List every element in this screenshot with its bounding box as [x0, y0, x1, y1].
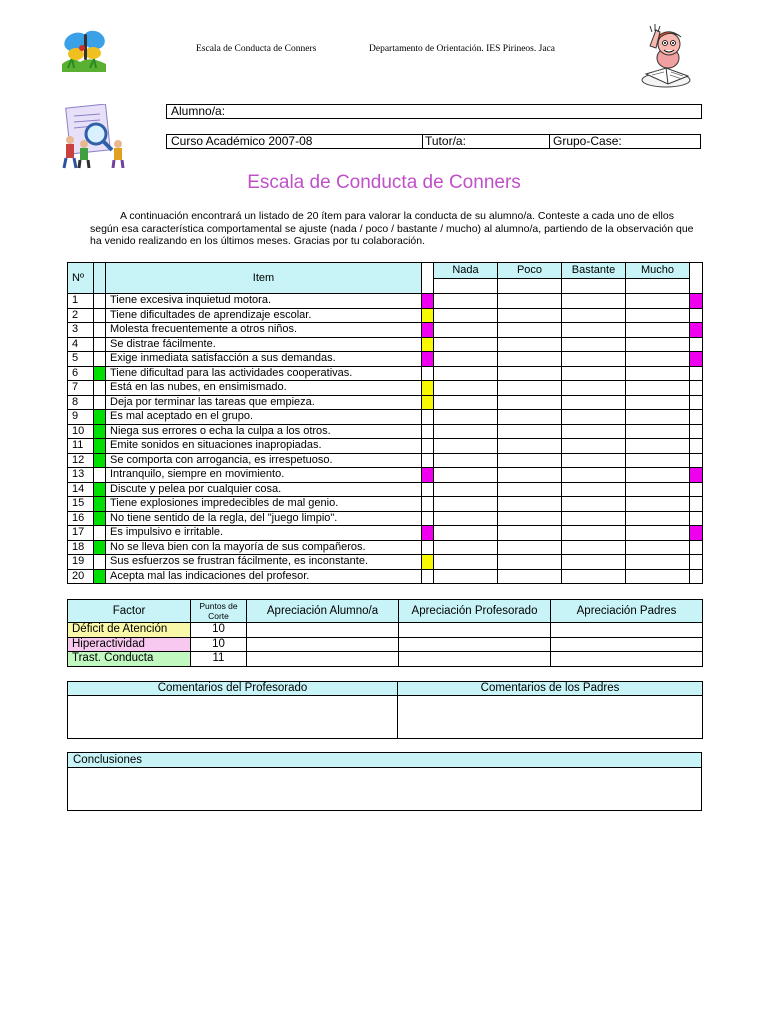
item-row: [68, 395, 703, 410]
middle-factor-marker: [422, 337, 434, 352]
answer-poco-cell[interactable]: [498, 453, 562, 468]
item-row: [68, 439, 703, 454]
middle-factor-marker: [422, 453, 434, 468]
left-factor-marker: [94, 424, 106, 439]
butterfly-icon: [60, 28, 110, 72]
left-factor-marker: [94, 294, 106, 309]
answer-mucho-cell[interactable]: [626, 540, 690, 555]
item-row: [68, 555, 703, 570]
item-row: [68, 352, 703, 367]
left-factor-marker: [94, 497, 106, 512]
answer-nada-cell[interactable]: [434, 497, 498, 512]
left-factor-marker: [94, 395, 106, 410]
item-text: Tiene dificultades de aprendizaje escolar.: [106, 308, 422, 323]
answer-bastante-cell[interactable]: [562, 555, 626, 570]
answer-nada-cell[interactable]: [434, 468, 498, 483]
left-factor-marker: [94, 352, 106, 367]
right-factor-marker: [690, 555, 703, 570]
col-num-header: Nº: [68, 263, 94, 294]
answer-mucho-cell[interactable]: [626, 511, 690, 526]
answer-nada-cell[interactable]: [434, 294, 498, 309]
item-text: Se comporta con arrogancia, es irrespetuoso.: [106, 453, 422, 468]
answer-poco-cell[interactable]: [498, 424, 562, 439]
item-text: Tiene dificultad para las actividades cooperativas.: [106, 366, 422, 381]
middle-factor-marker: [422, 352, 434, 367]
answer-bastante-cell[interactable]: [562, 497, 626, 512]
comments-padres-header: Comentarios de los Padres: [398, 682, 703, 696]
right-factor-marker: [690, 352, 703, 367]
item-text: Acepta mal las indicaciones del profesor.: [106, 569, 422, 584]
tutor-label: Tutor/a:: [425, 134, 466, 148]
tutor-field[interactable]: [421, 134, 550, 149]
right-factor-marker: [690, 308, 703, 323]
item-number: 7: [68, 381, 94, 396]
answer-bastante-cell[interactable]: [562, 381, 626, 396]
apreciacion-alumno-cell[interactable]: [247, 637, 399, 652]
item-text: Molesta frecuentemente a otros niños.: [106, 323, 422, 338]
right-factor-marker: [690, 337, 703, 352]
item-number: 3: [68, 323, 94, 338]
answer-bastante-cell[interactable]: [562, 482, 626, 497]
answer-mucho-cell[interactable]: [626, 308, 690, 323]
right-factor-marker: [690, 569, 703, 584]
item-text: Emite sonidos en situaciones inapropiadas.: [106, 439, 422, 454]
answer-poco-cell[interactable]: [498, 323, 562, 338]
right-factor-marker: [690, 526, 703, 541]
answer-mucho-cell[interactable]: [626, 526, 690, 541]
answer-bastante-cell[interactable]: [562, 366, 626, 381]
answer-mucho-cell[interactable]: [626, 337, 690, 352]
item-number: 18: [68, 540, 94, 555]
left-factor-marker: [94, 323, 106, 338]
col-item-header: Item: [106, 263, 422, 294]
middle-factor-marker: [422, 555, 434, 570]
answer-nada-cell[interactable]: [434, 366, 498, 381]
item-text: No tiene sentido de la regla, del "juego limpio".: [106, 511, 422, 526]
item-number: 10: [68, 424, 94, 439]
middle-factor-marker: [422, 569, 434, 584]
answer-nada-cell[interactable]: [434, 439, 498, 454]
answer-poco-cell[interactable]: [498, 526, 562, 541]
factor-name: Hiperactividad: [68, 637, 191, 652]
item-row: [68, 526, 703, 541]
answer-poco-cell[interactable]: [498, 569, 562, 584]
apreciacion-alumno-cell[interactable]: [247, 652, 399, 667]
answer-nada-cell[interactable]: [434, 395, 498, 410]
grupo-field[interactable]: [549, 134, 701, 149]
answer-mucho-cell[interactable]: [626, 366, 690, 381]
item-text: Es impulsivo e irritable.: [106, 526, 422, 541]
answer-poco-cell[interactable]: [498, 337, 562, 352]
item-number: 15: [68, 497, 94, 512]
answer-poco-cell[interactable]: [498, 308, 562, 323]
answer-nada-cell[interactable]: [434, 424, 498, 439]
answer-mucho-cell[interactable]: [626, 410, 690, 425]
right-factor-marker: [690, 395, 703, 410]
answer-mucho-cell[interactable]: [626, 482, 690, 497]
left-factor-marker: [94, 337, 106, 352]
right-factor-marker: [690, 294, 703, 309]
answer-mucho-cell[interactable]: [626, 395, 690, 410]
answer-mucho-cell[interactable]: [626, 555, 690, 570]
left-factor-marker: [94, 439, 106, 454]
factor-points: 11: [191, 652, 247, 667]
item-number: 14: [68, 482, 94, 497]
item-row: [68, 468, 703, 483]
item-number: 6: [68, 366, 94, 381]
middle-factor-marker: [422, 526, 434, 541]
items-table: [67, 262, 703, 584]
answer-bastante-cell[interactable]: [562, 526, 626, 541]
col-poco-header: Poco: [498, 263, 562, 279]
answer-poco-cell[interactable]: [498, 381, 562, 396]
item-text: Es mal aceptado en el grupo.: [106, 410, 422, 425]
left-factor-marker: [94, 468, 106, 483]
item-number: 11: [68, 439, 94, 454]
alumno-label: Alumno/a:: [171, 104, 226, 118]
item-text: No se lleva bien con la mayoría de sus compañeros.: [106, 540, 422, 555]
item-number: 9: [68, 410, 94, 425]
answer-bastante-cell[interactable]: [562, 410, 626, 425]
item-number: 20: [68, 569, 94, 584]
answer-bastante-cell[interactable]: [562, 453, 626, 468]
answer-bastante-cell[interactable]: [562, 439, 626, 454]
item-number: 12: [68, 453, 94, 468]
middle-factor-marker: [422, 424, 434, 439]
right-factor-marker: [690, 366, 703, 381]
col-points-header: Puntos de Corte: [191, 600, 247, 623]
left-factor-marker: [94, 569, 106, 584]
factor-name: Déficit de Atención: [68, 623, 191, 638]
middle-factor-marker: [422, 540, 434, 555]
left-factor-marker: [94, 453, 106, 468]
item-text: Niega sus errores o echa la culpa a los otros.: [106, 424, 422, 439]
answer-poco-cell[interactable]: [498, 511, 562, 526]
item-number: 1: [68, 294, 94, 309]
middle-factor-marker: [422, 323, 434, 338]
cartoon-reader-icon: [638, 24, 696, 90]
answer-poco-cell[interactable]: [498, 410, 562, 425]
middle-factor-marker: [422, 395, 434, 410]
apreciacion-alumno-cell[interactable]: [247, 623, 399, 638]
col-bastante-header: Bastante: [562, 263, 626, 279]
item-number: 16: [68, 511, 94, 526]
comments-profesorado-field[interactable]: [68, 696, 398, 739]
answer-bastante-cell[interactable]: [562, 395, 626, 410]
left-factor-marker: [94, 511, 106, 526]
comments-table: [67, 681, 703, 739]
item-number: 5: [68, 352, 94, 367]
answer-mucho-cell[interactable]: [626, 294, 690, 309]
answer-bastante-cell[interactable]: [562, 337, 626, 352]
curso-label: Curso Académico 2007-08: [171, 134, 313, 148]
middle-factor-marker: [422, 410, 434, 425]
factor-points: 10: [191, 637, 247, 652]
item-text: Se distrae fácilmente.: [106, 337, 422, 352]
item-row: [68, 381, 703, 396]
right-factor-marker: [690, 410, 703, 425]
item-row: [68, 294, 703, 309]
right-factor-marker: [690, 511, 703, 526]
answer-mucho-cell[interactable]: [626, 352, 690, 367]
answer-bastante-cell[interactable]: [562, 352, 626, 367]
answer-bastante-cell[interactable]: [562, 540, 626, 555]
item-text: Intranquilo, siempre en movimiento.: [106, 468, 422, 483]
conclusions-header: Conclusiones: [68, 753, 702, 768]
answer-nada-cell[interactable]: [434, 337, 498, 352]
item-text: Está en las nubes, en ensimismado.: [106, 381, 422, 396]
conclusions-table: [67, 752, 702, 811]
right-factor-marker: [690, 468, 703, 483]
item-row: [68, 453, 703, 468]
left-factor-marker: [94, 366, 106, 381]
right-factor-marker: [690, 453, 703, 468]
answer-poco-cell[interactable]: [498, 439, 562, 454]
apreciacion-padres-cell[interactable]: [551, 637, 703, 652]
answer-bastante-cell[interactable]: [562, 468, 626, 483]
grupo-label: Grupo-Case:: [553, 134, 622, 148]
answer-mucho-cell[interactable]: [626, 468, 690, 483]
right-factor-marker: [690, 439, 703, 454]
right-factor-marker: [690, 482, 703, 497]
col-nada-header: Nada: [434, 263, 498, 279]
answer-poco-cell[interactable]: [498, 366, 562, 381]
apreciacion-profesorado-cell[interactable]: [399, 652, 551, 667]
item-number: 4: [68, 337, 94, 352]
apreciacion-padres-cell[interactable]: [551, 623, 703, 638]
item-text: Tiene excesiva inquietud motora.: [106, 294, 422, 309]
middle-factor-marker: [422, 381, 434, 396]
answer-nada-cell[interactable]: [434, 569, 498, 584]
middle-factor-marker: [422, 308, 434, 323]
answer-poco-cell[interactable]: [498, 352, 562, 367]
people-magnifier-icon: [60, 104, 128, 170]
right-factor-marker: [690, 323, 703, 338]
answer-poco-cell[interactable]: [498, 540, 562, 555]
left-factor-marker: [94, 555, 106, 570]
answer-mucho-cell[interactable]: [626, 439, 690, 454]
answer-mucho-cell[interactable]: [626, 497, 690, 512]
factor-name: Trast. Conducta: [68, 652, 191, 667]
left-factor-marker: [94, 482, 106, 497]
alumno-field[interactable]: [166, 104, 702, 119]
item-row: [68, 337, 703, 352]
answer-poco-cell[interactable]: [498, 468, 562, 483]
answer-nada-cell[interactable]: [434, 308, 498, 323]
col-padres-header: Apreciación Padres: [551, 600, 703, 623]
answer-nada-cell[interactable]: [434, 410, 498, 425]
middle-factor-marker: [422, 439, 434, 454]
factor-points: 10: [191, 623, 247, 638]
page-title: Escala de Conducta de Conners: [247, 172, 521, 193]
comments-padres-field[interactable]: [398, 696, 703, 739]
item-number: 2: [68, 308, 94, 323]
item-text: Tiene explosiones impredecibles de mal genio.: [106, 497, 422, 512]
item-text: Sus esfuerzos se frustran fácilmente, es inconstante.: [106, 555, 422, 570]
item-row: [68, 424, 703, 439]
left-factor-marker: [94, 540, 106, 555]
header-right-text: Departamento de Orientación. IES Pirineos. Jaca: [369, 44, 555, 54]
item-text: Deja por terminar las tareas que empieza.: [106, 395, 422, 410]
curso-field[interactable]: [166, 134, 423, 149]
answer-mucho-cell[interactable]: [626, 424, 690, 439]
answer-poco-cell[interactable]: [498, 482, 562, 497]
right-factor-marker: [690, 381, 703, 396]
answer-nada-cell[interactable]: [434, 540, 498, 555]
answer-nada-cell[interactable]: [434, 352, 498, 367]
header-left-text: Escala de Conducta de Conners: [196, 44, 317, 54]
factor-row: [68, 637, 703, 652]
item-row: [68, 511, 703, 526]
answer-mucho-cell[interactable]: [626, 453, 690, 468]
item-number: 8: [68, 395, 94, 410]
col-alumno-header: Apreciación Alumno/a: [247, 600, 399, 623]
answer-bastante-cell[interactable]: [562, 424, 626, 439]
item-row: [68, 366, 703, 381]
answer-nada-cell[interactable]: [434, 511, 498, 526]
answer-nada-cell[interactable]: [434, 381, 498, 396]
middle-factor-marker: [422, 511, 434, 526]
item-row: [68, 323, 703, 338]
answer-nada-cell[interactable]: [434, 323, 498, 338]
col-profesorado-header: Apreciación Profesorado: [399, 600, 551, 623]
middle-factor-marker: [422, 482, 434, 497]
item-row: [68, 497, 703, 512]
intro-paragraph: A continuación encontrará un listado de 20 ítem para valorar la conducta de su alumno/a. Conteste a cada uno de ellos según esa característica comportamental se ajuste (nada / poco / bastante / mucho) al alumno/a, partiendo de la observación que ha venido realizando en los últimos meses. Gracias por tu colaboración.: [90, 210, 694, 247]
left-factor-marker: [94, 526, 106, 541]
item-row: [68, 482, 703, 497]
item-number: 13: [68, 468, 94, 483]
answer-poco-cell[interactable]: [498, 294, 562, 309]
apreciacion-profesorado-cell[interactable]: [399, 623, 551, 638]
answer-bastante-cell[interactable]: [562, 308, 626, 323]
item-row: [68, 540, 703, 555]
middle-factor-marker: [422, 366, 434, 381]
col-mucho-header: Mucho: [626, 263, 690, 279]
left-factor-marker: [94, 410, 106, 425]
apreciacion-padres-cell[interactable]: [551, 652, 703, 667]
factor-row: [68, 623, 703, 638]
answer-poco-cell[interactable]: [498, 395, 562, 410]
left-factor-marker: [94, 308, 106, 323]
item-number: 19: [68, 555, 94, 570]
answer-mucho-cell[interactable]: [626, 569, 690, 584]
answer-nada-cell[interactable]: [434, 482, 498, 497]
answer-poco-cell[interactable]: [498, 555, 562, 570]
right-factor-marker: [690, 540, 703, 555]
answer-bastante-cell[interactable]: [562, 569, 626, 584]
answer-bastante-cell[interactable]: [562, 511, 626, 526]
col-factor-header: Factor: [68, 600, 191, 623]
item-text: Discute y pelea por cualquier cosa.: [106, 482, 422, 497]
answer-poco-cell[interactable]: [498, 497, 562, 512]
item-row: [68, 569, 703, 584]
item-number: 17: [68, 526, 94, 541]
middle-factor-marker: [422, 294, 434, 309]
answer-mucho-cell[interactable]: [626, 323, 690, 338]
item-row: [68, 410, 703, 425]
comments-profesorado-header: Comentarios del Profesorado: [68, 682, 398, 696]
answer-mucho-cell[interactable]: [626, 381, 690, 396]
factor-row: [68, 652, 703, 667]
item-text: Exige inmediata satisfacción a sus demandas.: [106, 352, 422, 367]
item-row: [68, 308, 703, 323]
middle-factor-marker: [422, 497, 434, 512]
factors-table: [67, 599, 703, 667]
answer-nada-cell[interactable]: [434, 526, 498, 541]
answer-nada-cell[interactable]: [434, 453, 498, 468]
answer-nada-cell[interactable]: [434, 555, 498, 570]
right-factor-marker: [690, 424, 703, 439]
middle-factor-marker: [422, 468, 434, 483]
left-factor-marker: [94, 381, 106, 396]
conclusions-field[interactable]: [68, 768, 702, 811]
answer-bastante-cell[interactable]: [562, 323, 626, 338]
right-factor-marker: [690, 497, 703, 512]
apreciacion-profesorado-cell[interactable]: [399, 637, 551, 652]
answer-bastante-cell[interactable]: [562, 294, 626, 309]
